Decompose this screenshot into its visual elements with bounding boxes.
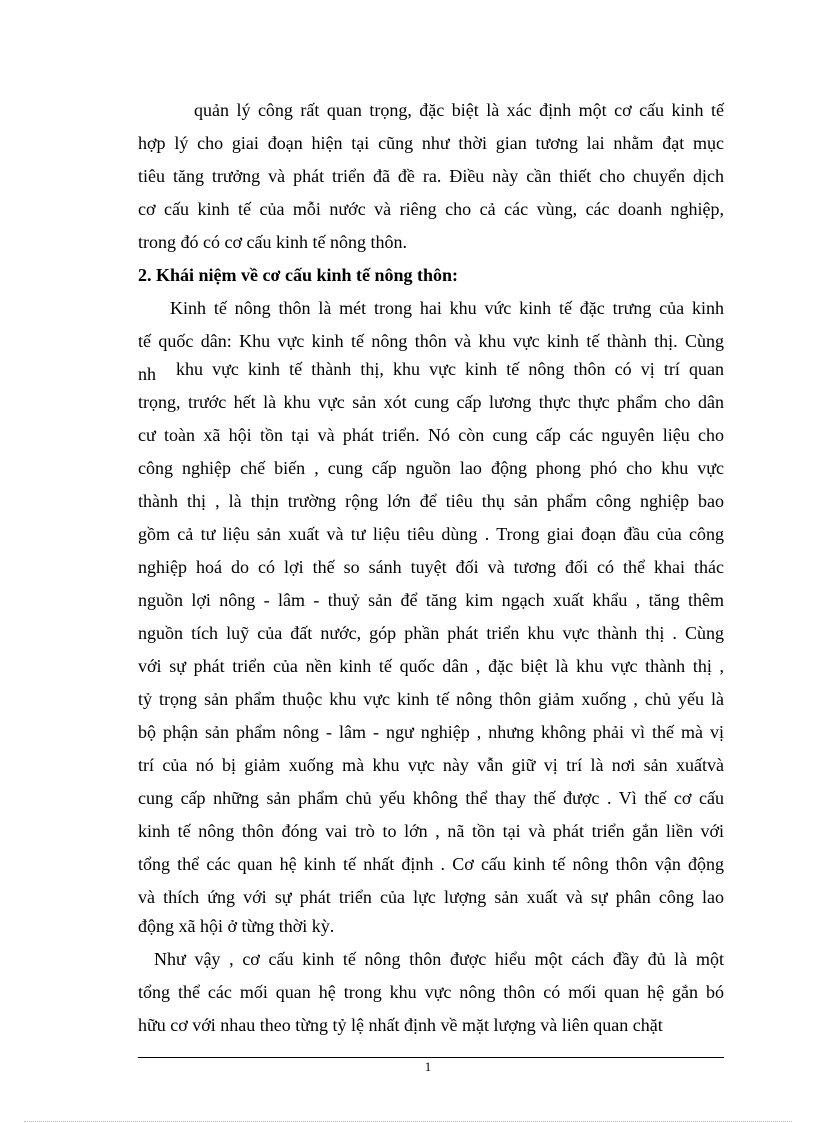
main-line: công nghiệp chế biến , cung cấp nguồn lao động phong phó cho khu vực [138, 458, 724, 478]
main-line: động xã hội ở từng thời kỳ. [138, 916, 335, 936]
main-line: tổng thể các quan hệ kinh tế nhất định . Cơ cấu kinh tế nông thôn vận động [138, 854, 724, 874]
main-line: và thích ứng với sự phát triển của lực lượng sản xuất và sự phân công lao [138, 887, 724, 907]
main-line: khu vực kinh tế thành thị, khu vực kinh tế nông thôn có vị trí quan [176, 359, 724, 379]
main-line: nguồn tích luỹ của đất nước, góp phần phát triển khu vực thành thị . Cùng [138, 623, 724, 643]
main-line: kinh tế nông thôn đóng vai trò to lớn , nã tồn tại và phát triển gắn liền với [138, 821, 724, 841]
intro-line: cơ cấu kinh tế của mỗi nước và riêng cho cả các vùng, các doanh nghiệp, [138, 199, 724, 219]
main-line: cư toàn xã hội tồn tại và phát triển. Nó còn cung cấp các nguyên liệu cho [138, 425, 724, 445]
main-line: trí của nó bị giảm xuống mà khu vực này vẫn giữ vị trí là nơi sản xuấtvà [138, 755, 724, 775]
main-line-fragment [138, 357, 178, 384]
main-line: với sự phát triển của nền kinh tế quốc dân , đặc biệt là khu vực thành thị , [138, 656, 724, 676]
main-line: Kinh tế nông thôn là mét trong hai khu vức kinh tế đặc trưng của kinh [170, 298, 724, 318]
main-line: nguồn lợi nông - lâm - thuỷ sản để tăng kim ngạch xuất khẩu , tăng thêm [138, 590, 724, 610]
main-line: tỷ trọng sản phẩm thuộc khu vực kinh tế nông thôn giảm xuống , chủ yếu là [138, 689, 724, 709]
section-heading: 2. Khái niệm về cơ cấu kinh tế nông thôn: [138, 265, 459, 285]
main-line: tế quốc dân: Khu vực kinh tế nông thôn và khu vực kinh tế thành thị. Cùng [138, 331, 724, 351]
page-edge-divider [24, 1121, 792, 1122]
page-number: 1 [424, 1059, 432, 1074]
footer-divider [138, 1057, 724, 1058]
main-line: trọng, trước hết là khu vực sản xót cung cấp lương thực thực phẩm cho dân [138, 392, 724, 412]
final-line: Như vậy , cơ cấu kinh tế nông thôn được hiểu một cách đầy đủ là một [154, 949, 724, 969]
final-line: hữu cơ với nhau theo từng tỷ lệ nhất định về mặt lượng và liên quan chặt [138, 1015, 663, 1035]
main-line: cung cấp những sản phẩm chủ yếu không thể thay thế được . Vì thế cơ cấu [138, 788, 724, 808]
main-line: thành thị , là thịn trường rộng lớn để tiêu thụ sản phẩm công nghiệp bao [138, 491, 724, 511]
intro-line: trong đó có cơ cấu kinh tế nông thôn. [138, 232, 407, 252]
final-line: tổng thể các mối quan hệ trong khu vực nông thôn có mối quan hệ gắn bó [138, 982, 724, 1002]
intro-line: tiêu tăng trưởng và phát triển đã đề ra. Điều này cần thiết cho chuyển dịch [138, 166, 724, 186]
subscript-fragment: nh [138, 364, 156, 384]
main-line: nghiệp hoá do có lợi thế so sánh tuyệt đối và tương đối có thể khai thác [138, 557, 724, 577]
intro-line: hợp lý cho giai đoạn hiện tại cũng như thời gian tương lai nhằm đạt mục [138, 133, 724, 153]
main-line: gồm cả tư liệu sản xuất và tư liệu tiêu dùng . Trong giai đoạn đầu của công [138, 524, 724, 544]
main-line: bộ phận sản phẩm nông - lâm - ngư nghiệp , nhưng không phải vì thế mà vị [138, 722, 724, 742]
intro-line: quản lý công rất quan trọng, đặc biệt là xác định một cơ cấu kinh tế [194, 100, 724, 120]
